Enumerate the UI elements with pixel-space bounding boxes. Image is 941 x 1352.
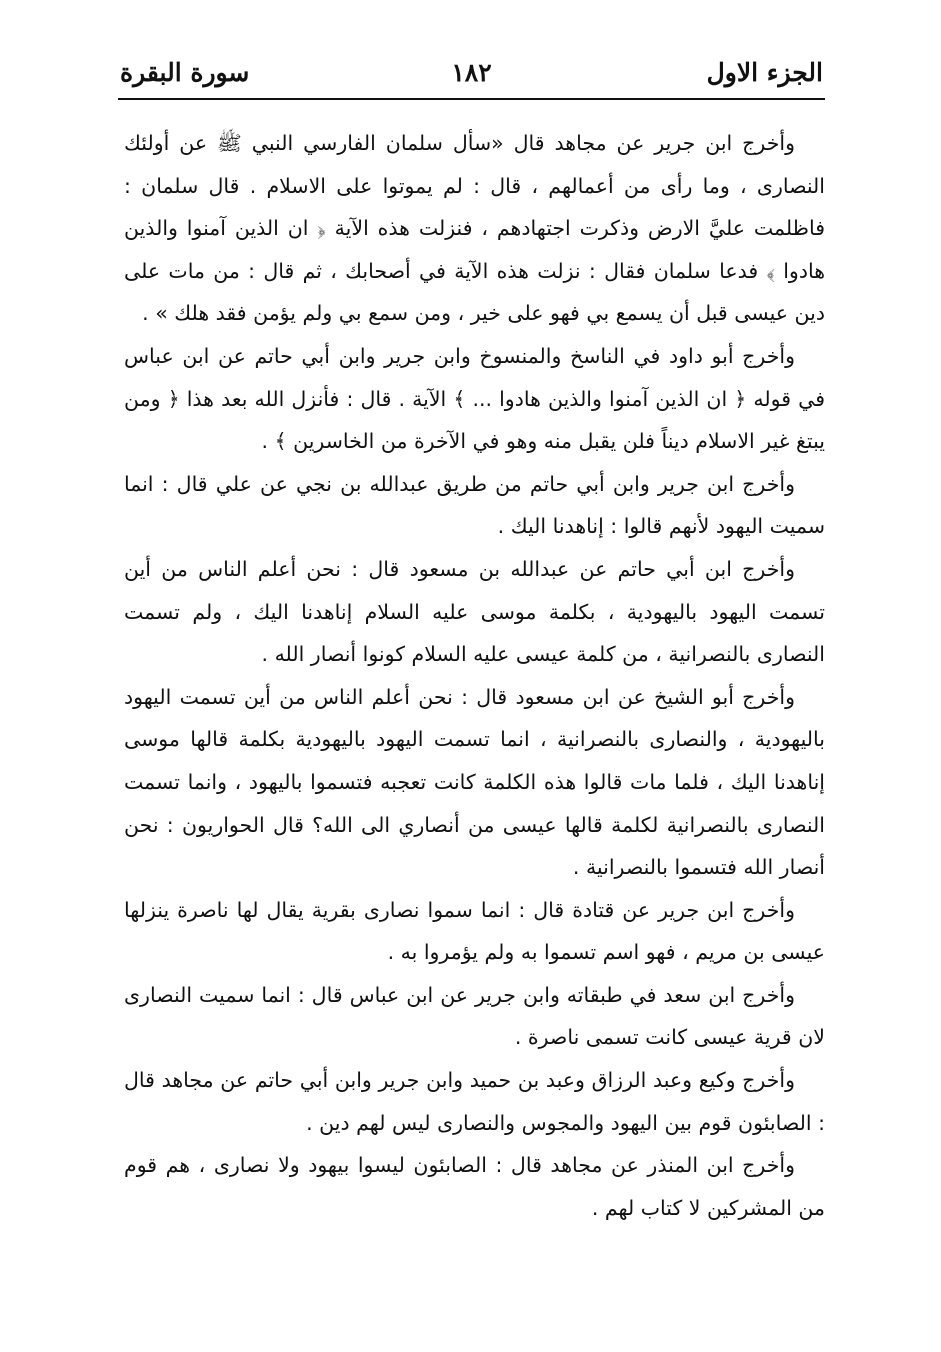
paragraph-8: وأخرج وكيع وعبد الرزاق وعبد بن حميد وابن جرير وابن أبي حاتم عن مجاهد قال : الصابئون قوم بين اليهود والمجوس والنصارى ليس لهم دين . [124, 1068, 825, 1135]
paragraph-1: وأخرج ابن جرير عن مجاهد قال «سأل سلمان الفارسي النبي ﷺ عن أولئك النصارى ، وما رأى من أعمالهم ، قال : لم يموتوا على الاسلام . قال سلمان : فاظلمت عليَّ الارض وذكرت اجتهادهم ، فنزلت هذه الآية ﴿ ان الذين آمنوا والذين هادوا ﴾ فدعا سلمان فقال : نزلت هذه الآية في أصحابك ، ثم قال : من مات على دين عيسى قبل أن يسمع بي فهو على خير ، ومن سمع بي ولم يؤمن فقد هلك » . [124, 131, 825, 326]
header-rule [118, 98, 825, 100]
page-number: ١٨٢ [451, 58, 492, 87]
paragraph-9: وأخرج ابن المنذر عن مجاهد قال : الصابئون ليسوا بيهود ولا نصارى ، هم قوم من المشركين لا كتاب لهم . [124, 1153, 825, 1220]
paragraph-3: وأخرج ابن جرير وابن أبي حاتم من طريق عبدالله بن نجي عن علي قال : انما سميت اليهود لأنهم قالوا : إناهدنا اليك . [124, 471, 825, 539]
paragraph-5: وأخرج أبو الشيخ عن ابن مسعود قال : نحن أعلم الناس من أين تسمت اليهود باليهودية ، والنصارى بالنصرانية ، انما تسمت اليهود باليهودية بكلمة قالها موسى إناهدنا اليك ، فلما مات قالوا هذه الكلمة كانت تعجبه فتسموا باليهود ، وانما تسمت النصارى بالنصرانية لكلمة قالها عيسى من أنصاري الى الله؟ قال الحواريون : نحن أنصار الله فتسموا بالنصرانية . [124, 684, 825, 880]
paragraph-6: وأخرج ابن جرير عن قتادة قال : انما سموا نصارى بقرية يقال لها ناصرة ينزلها عيسى بن مريم ، فهو اسم تسموا به ولم يؤمروا به . [124, 897, 825, 965]
paragraph-4: وأخرج ابن أبي حاتم عن عبدالله بن مسعود قال : نحن أعلم الناس من أين تسمت اليهود باليهودية ، بكلمة موسى عليه السلام إناهدنا اليك ، ولم تسمت النصارى بالنصرانية ، من كلمة عيسى عليه السلام كونوا أنصار الله . [124, 556, 825, 667]
running-header [120, 52, 823, 96]
part-title: الجزء الاول [706, 58, 823, 87]
paragraph-7: وأخرج ابن سعد في طبقاته وابن جرير عن ابن عباس قال : انما سميت النصارى لان قرية عيسى كانت تسمى ناصرة . [124, 982, 825, 1050]
surah-title: سورة البقرة [120, 58, 250, 87]
body-text [124, 122, 825, 1229]
paragraph-2: وأخرج أبو داود في الناسخ والمنسوخ وابن جرير وابن أبي حاتم عن ابن عباس في قوله ﴿ ان الذين آمنوا والذين هادوا ... ﴾ الآية . قال : فأنزل الله بعد هذا ﴿ ومن يبتغ غير الاسلام ديناً فلن يقبل منه وهو في الآخرة من الخاسرين ﴾ . [124, 343, 825, 454]
